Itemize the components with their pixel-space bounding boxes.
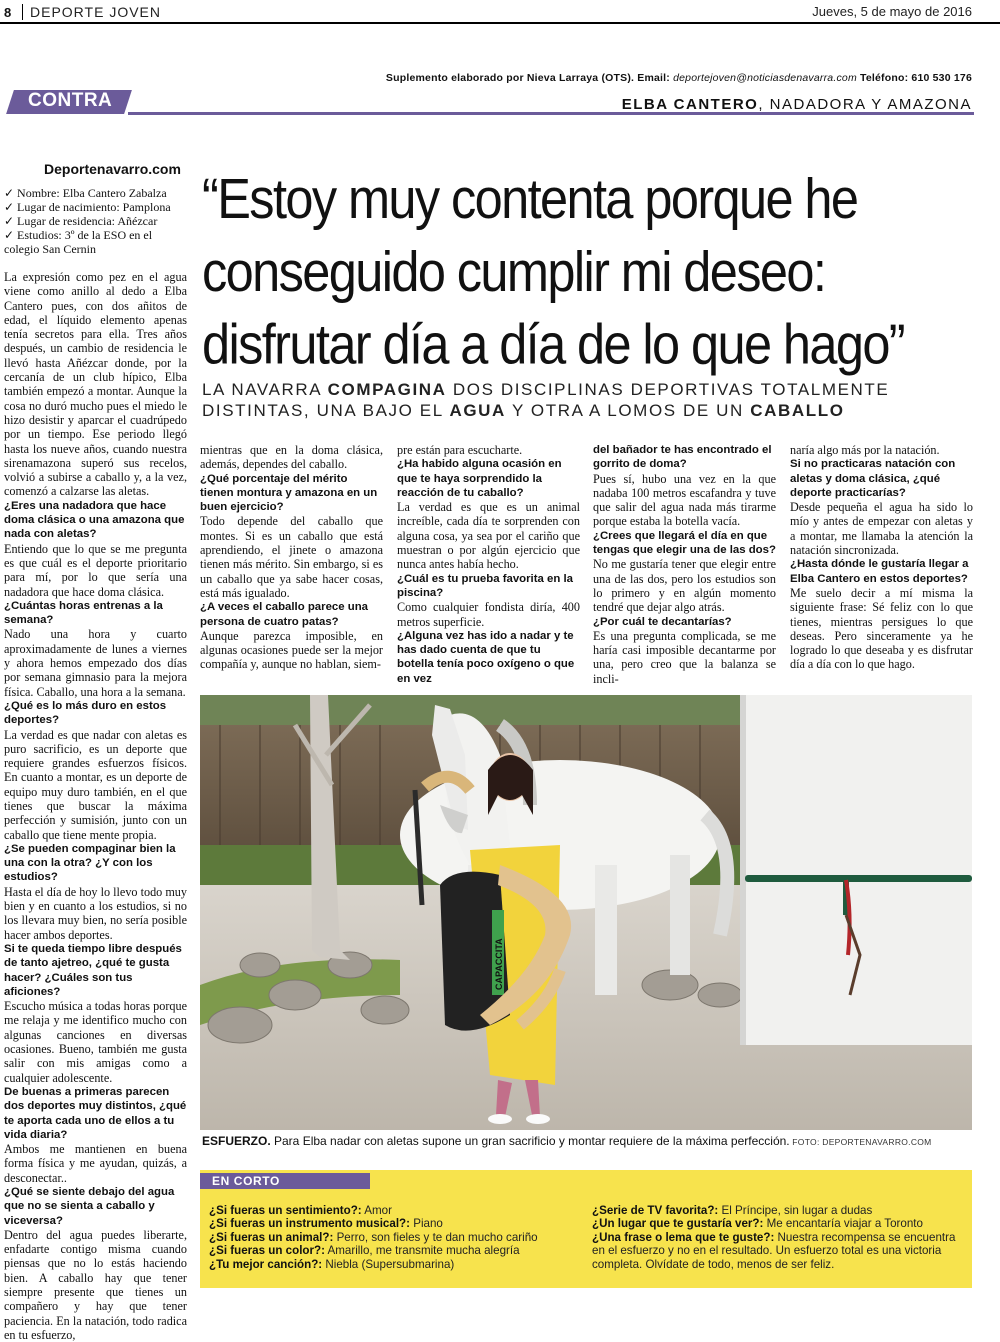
interview-answer: Me suelo decir a mí misma la siguiente frase: Sé feliz con lo que tienes, mientras persigues lo que deseas. Pero sinceramente ya he logrado lo que deseaba y es disfrutar día a día con lo que hago. — [790, 585, 973, 672]
interview-question: ¿Qué porcentaje del mérito tienen montura y amazona en un buen ejercicio? — [200, 472, 378, 514]
deck-text: Y OTRA A LOMOS DE UN — [505, 401, 751, 420]
interview-answer: pre están para escucharte. — [397, 443, 523, 457]
interview-answer: La expresión como pez en el agua viene como anillo al dedo a Elba Cantero pues, con dos añitos de edad, el líquido elemento apenas tenía secretos para ella. Tres años después, un cambio de residencia le llevó hasta Añézcar donde, por la cercanía de un club hípico, Elba también empezó a montar. Aunque la cosa no duró mucho pues el miedo le hizo desistir y aparcar el cuadrúpedo por un tiempo. Ese periodo llegó hasta los nueve años, cuando nuestra sirenamazona superó sus recelos, volvió a subirse a caballo y, a la vez, comenzó a calzarse las aletas. — [4, 270, 187, 499]
quick-question-item — [592, 1204, 964, 1217]
article-column-2 — [200, 443, 383, 691]
interview-question: ¿Crees que llegará el día en que tengas que elegir una de las dos? — [593, 529, 776, 557]
quick-question: ¿Tu mejor canción?: — [209, 1257, 323, 1271]
section-name: DEPORTE JOVEN — [30, 4, 161, 20]
interviewee-name: ELBA CANTERO — [621, 96, 759, 113]
interview-answer: La verdad es que es un animal increíble, cada día te sorprenden con alguna cosa, ya sea por el cariño que muestran o por algún ejercicio que nunca antes había hecho. — [397, 500, 580, 572]
header-rule — [0, 22, 1000, 24]
interview-answer: Desde pequeña el agua ha sido lo mío y antes de empezar con aletas y a montar, me llamaba la atención la natación sincronizada. — [790, 500, 973, 558]
article-column-5 — [790, 443, 973, 691]
photo-credit: FOTO: DEPORTENAVARRO.COM — [789, 1137, 932, 1147]
quick-question-item — [209, 1244, 579, 1257]
interview-answer: Entiendo que lo que se me pregunta es que cuál es el deporte prioritario para mí, por lo que sería una nadadora que hace doma clásica. — [4, 541, 187, 599]
interview-question: ¿Cuántas horas entrenas a la semana? — [4, 599, 163, 627]
interview-answer: No me gustaría tener que elegir entre una de las dos, pero los estudios son lo primero y en algún momento tendré que dejar algo atrás. — [593, 557, 776, 615]
supplement-credit — [386, 72, 972, 84]
fact-item: ✓ Lugar de residencia: Añézcar — [4, 214, 158, 228]
quick-question: ¿Si fueras un instrumento musical?: — [209, 1217, 410, 1231]
quick-answer: Me encantaría viajar a Toronto — [763, 1217, 923, 1231]
interview-question: ¿Alguna vez has ido a nadar y te has dado cuenta de que tu botella tenía poco oxígeno o que en vez — [397, 629, 575, 685]
interview-question: ¿Ha habido alguna ocasión en que te haya sorprendido la reacción de tu caballo? — [397, 458, 562, 499]
interview-answer: Aunque parezca imposible, en algunas ocasiones puede ser la mejor compañía y, aunque no hablan, siem- — [200, 628, 383, 672]
interview-answer: Pues sí, hubo una vez en la que nadaba 100 metros escafandra y tuve que salir del agua nada más tirarme porque estaba la botella vacía. — [593, 471, 776, 529]
quick-answer: Niebla (Supersubmarina) — [322, 1257, 455, 1271]
quick-question-item — [209, 1217, 579, 1230]
quick-question: ¿Un lugar que te gustaría ver?: — [592, 1217, 764, 1231]
deck-highlight: AGUA — [449, 401, 506, 420]
interview-answer: Es una pregunta complicada, se me haría casi imposible decantarme por una, pero creo que la balanza se incli- — [593, 628, 776, 686]
interviewee-role: , NADADORA Y AMAZONA — [758, 96, 972, 113]
interview-answer: Como cualquier fondista diría, 400 metros superficie. — [397, 600, 580, 629]
quick-question-item — [592, 1217, 964, 1230]
quick-question-item — [209, 1258, 579, 1271]
subheadline — [202, 379, 982, 421]
quick-question-item — [592, 1231, 964, 1271]
article-photo — [200, 695, 972, 1130]
fact-item: ✓ Estudios: 3º de la ESO en el colegio San Cernin — [4, 228, 153, 256]
quick-answer: Nuestra recompensa se encuentra en el esfuerzo y no en el resultado. Un esfuerzo total es una victoria completa. Olvídate de todo, menos de ser feliz. — [592, 1230, 956, 1271]
article-column-1 — [4, 270, 187, 1342]
interview-question: De buenas a primeras parecen dos deportes muy distintos, ¿qué te aporta cada uno de ellos a tu vida diaria? — [4, 1085, 187, 1141]
deck-highlight: CABALLO — [750, 401, 845, 420]
quick-question: ¿Si fueras un color?: — [209, 1244, 325, 1258]
deck-text: LA NAVARRA — [202, 380, 328, 399]
quick-question: ¿Serie de TV favorita?: — [592, 1204, 719, 1217]
interview-question: del bañador te has encontrado el gorrito de doma? — [593, 444, 772, 471]
issue-date: Jueves, 5 de mayo de 2016 — [812, 4, 972, 19]
source-site: Deportenavarro.com — [44, 161, 181, 177]
interview-answer: Todo depende del caballo que montes. Si es un caballo que está aprendiendo, el jinete o amazona tienen más mérito. Sin embargo, si es un caballo que ya sabe hacer cosas, está más igualado. — [200, 514, 383, 600]
interview-question: ¿Por cuál te decantarías? — [593, 615, 732, 628]
interview-question: Si te queda tiempo libre después de tanto ajetreo, ¿qué te gusta hacer? ¿Cuáles son tus aficiones? — [4, 942, 182, 998]
interview-answer: Escucho música a todas horas porque me relaja y me identifico mucho con algunas canciones en diversas ocasiones. Bueno, también me gusta salir con mis amigas como a cualquier adolescente. — [4, 999, 187, 1085]
quick-question: ¿Si fueras un sentimiento?: — [209, 1204, 362, 1217]
article-column-4 — [593, 443, 776, 691]
headline: “Estoy muy contenta porque he conseguido cumplir mi deseo: disfrutar día a día de lo que hago” — [202, 166, 905, 376]
fin-brand-label: CAPACCITA — [494, 938, 504, 990]
caption-text: Para Elba nadar con aletas supone un gran sacrificio y montar requiere de la máxima perfección. — [270, 1134, 790, 1148]
fact-item: ✓ Nombre: Elba Cantero Zabalza — [4, 186, 167, 200]
interview-question: Si no practicaras natación con aletas y doma clásica, ¿qué deporte practicarías? — [790, 458, 956, 499]
fact-item: ✓ Lugar de nacimiento: Pamplona — [4, 200, 171, 214]
interview-answer: mientras que en la doma clásica, además, dependes del caballo. — [200, 443, 383, 472]
credit-email[interactable]: deportejoven@noticiasdenavarra.com — [673, 72, 857, 84]
quick-question-item — [209, 1231, 579, 1244]
quick-answer: Perro, son fieles y te dan mucho cariño — [333, 1230, 538, 1244]
quick-question: ¿Una frase o lema que te guste?: — [592, 1230, 775, 1244]
interview-question: ¿Hasta dónde le gustaría llegar a Elba Cantero en estos deportes? — [790, 558, 969, 585]
en-corto-title: EN CORTO — [212, 1174, 280, 1188]
deck-text: DOS DISCIPLINAS DEPORTIVAS TOTALMENTE DISTINTAS, UNA BAJO EL — [202, 380, 890, 420]
quick-question: ¿Si fueras un animal?: — [209, 1230, 334, 1244]
fact-list — [4, 186, 190, 256]
credit-phone: Teléfono: 610 530 176 — [856, 72, 972, 84]
page-number: 8 — [4, 5, 12, 20]
deck-highlight: COMPAGINA — [327, 380, 447, 399]
interview-answer: La verdad es que nadar con aletas es puro sacrificio, es un deporte que requiere grandes esfuerzos físicos. En cuanto a montar, es un deporte de equipo muy duro también, en el que tienes que buscar la máxima perfección y sumisión, junto con un caballo que tiene mente propia. — [4, 727, 187, 842]
photo-illustration — [200, 695, 972, 1130]
quick-answer: Amarillo, me transmite mucha alegría — [324, 1244, 520, 1258]
interview-question: ¿Eres una nadadora que hace doma clásica o una amazona que nada con aletas? — [4, 499, 185, 541]
quick-question-item — [209, 1204, 579, 1217]
interview-answer: Nado una hora y cuarto aproximadamente de lunes a viernes y ahora hemos empezado dos días por semana gimnasio para la mejora física. Caballo, una hora a la semana. — [4, 627, 187, 699]
interview-question: ¿Cuál es tu prueba favorita en la piscina? — [397, 572, 573, 599]
interview-question: ¿Qué es lo más duro en estos deportes? — [4, 699, 167, 727]
interview-answer: Ambos me mantienen en buena forma física y me ayudan, quizás, a desconectar.. — [4, 1142, 187, 1185]
interview-answer: naría algo más por la natación. — [790, 443, 940, 457]
quick-answer: Piano — [410, 1217, 443, 1231]
interview-answer: Dentro del agua puedes liberarte, enfadarte contigo misma cuando piensas que no lo estás haciendo bien. A caballo hay que tener siempre presente que tienes un compañero y hay que tener paciencia. En la natación, todo radica en tu esfuerzo, — [4, 1227, 187, 1342]
photo-caption — [202, 1134, 992, 1148]
interview-question: ¿Se pueden compaginar bien la una con la otra? ¿Y con los estudios? — [4, 842, 176, 884]
en-corto-right — [592, 1204, 964, 1271]
section-tab-label: CONTRA — [28, 90, 113, 111]
en-corto-left — [209, 1204, 579, 1271]
article-column-3 — [397, 443, 580, 691]
interviewee-line — [622, 96, 972, 113]
header-divider — [22, 4, 23, 20]
interview-question: ¿Qué se siente debajo del agua que no se sienta a caballo y viceversa? — [4, 1186, 175, 1227]
quick-answer: Amor — [361, 1204, 392, 1217]
interview-answer: Hasta el día de hoy lo llevo todo muy bien y en cuanto a los estudios, si no los llevara muy bien, no sería posible hacer ambos deportes. — [4, 884, 187, 942]
credit-text: Suplemento elaborado por Nieva Larraya (OTS). Email: — [385, 72, 674, 84]
quick-answer: El Príncipe, sin lugar a dudas — [718, 1204, 873, 1217]
caption-lead: ESFUERZO. — [202, 1134, 271, 1148]
interview-question: ¿A veces el caballo parece una persona de cuatro patas? — [200, 601, 368, 628]
